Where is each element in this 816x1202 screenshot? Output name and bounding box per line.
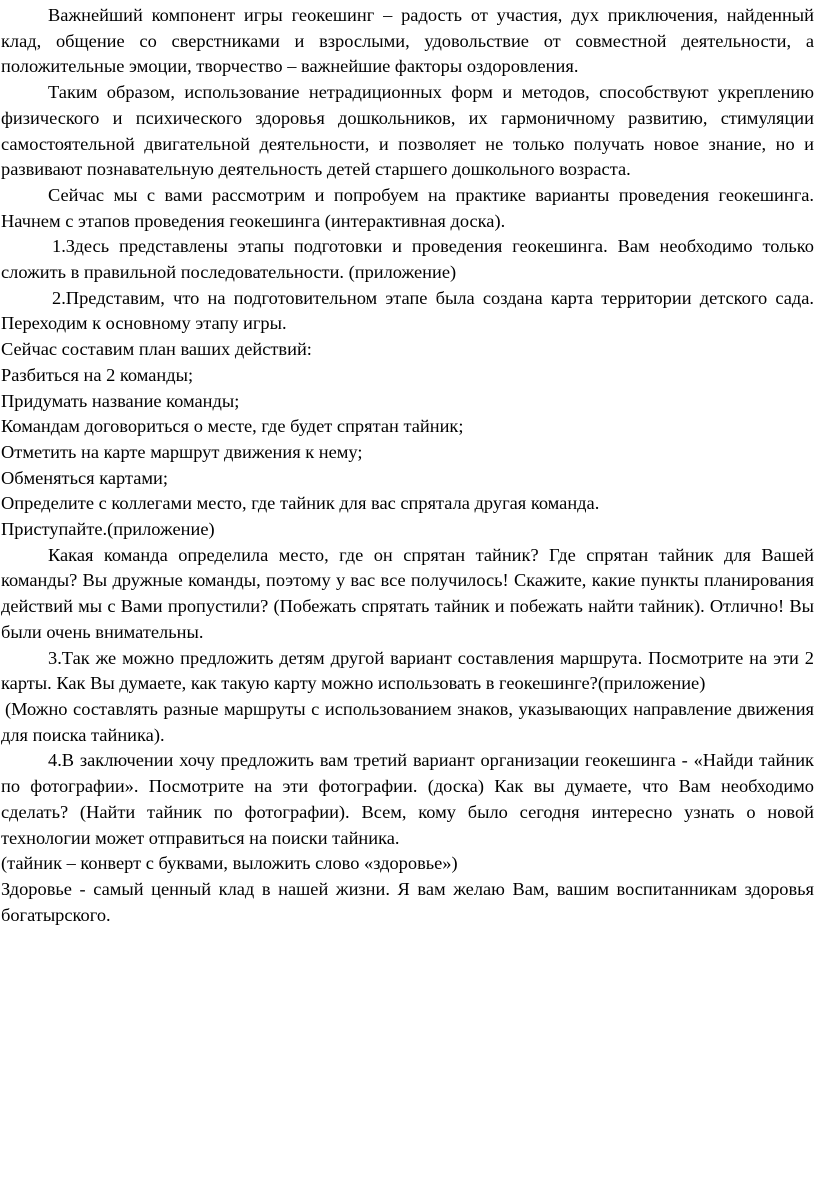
closing-paragraph: Здоровье - самый ценный клад в нашей жизни. Я вам желаю Вам, вашим воспитанникам здоровья богатырского. [1, 878, 814, 925]
plan-step: Отметить на карте маршрут движения к нему; [1, 441, 363, 462]
paragraph-2: Таким образом, использование нетрадиционных форм и методов, способствуют укреплению физического и психического здоровья дошкольников, их гармоничному развитию, стимуляции самостоятельной двигательной деятельности, и позволяет не только получать новое знание, но и развивают познавательную деятельность детей старшего дошкольного возраста. [1, 82, 814, 180]
plan-step: Разбиться на 2 команды; [1, 364, 194, 385]
paragraph-6: Какая команда определила место, где он спрятан тайник? Где спрятан тайник для Вашей команды? Вы дружные команды, поэтому у вас все получилось! Скажите, какие пункты планирования действий мы с Вами пропустили? (Побежать спрятать тайник и побежать найти тайник). Отлично! Вы были очень внимательны. [1, 544, 814, 642]
paragraph-7: 3.Так же можно предложить детям другой вариант составления маршрута. Посмотрите на эти 2 карты. Как Вы думаете, как такую карту можно использовать в геокешинге?(приложение) [1, 647, 814, 694]
plan-step: Приступайте.(приложение) [1, 519, 215, 540]
plan-step: Командам договориться о месте, где будет спрятан тайник; [1, 416, 464, 437]
paragraph-4: 1.Здесь представлены этапы подготовки и проведения геокешинга. Вам необходимо только сложить в правильной последовательности. (приложение) [1, 236, 814, 283]
paragraph-10: (тайник – конверт с буквами, выложить слово «здоровье») [1, 853, 458, 874]
paragraph-1: Важнейший компонент игры геокешинг – радость от участия, дух приключения, найденный клад, общение со сверстниками и взрослыми, удовольствие от совместной деятельности, а положительные эмоции, творчество – важнейшие факторы оздоровления. [1, 5, 814, 77]
paragraph-9: 4.В заключении хочу предложить вам третий вариант организации геокешинга - «Найди тайник по фотографии». Посмотрите на эти фотографии. (доска) Как вы думаете, что Вам необходимо сделать? (Найти тайник по фотографии). Всем, кому было сегодня интересно узнать о новой технологии может отправиться на поиски тайника. [1, 750, 814, 848]
paragraph-8: (Можно составлять разные маршруты с использованием знаков, указывающих направление движения для поиска тайника). [1, 698, 814, 745]
paragraph-5: 2.Представим, что на подготовительном этапе была создана карта территории детского сада. Переходим к основному этапу игры. [1, 287, 814, 334]
plan-step: Обменяться картами; [1, 467, 168, 488]
plan-step: Придумать название команды; [1, 390, 240, 411]
plan-step: Определите с коллегами место, где тайник для вас спрятала другая команда. [1, 493, 600, 514]
paragraph-3: Сейчас мы с вами рассмотрим и попробуем на практике варианты проведения геокешинга. Начнем с этапов проведения геокешинга (интерактивная доска). [1, 184, 814, 231]
plan-intro: Сейчас составим план ваших действий: [1, 339, 312, 360]
